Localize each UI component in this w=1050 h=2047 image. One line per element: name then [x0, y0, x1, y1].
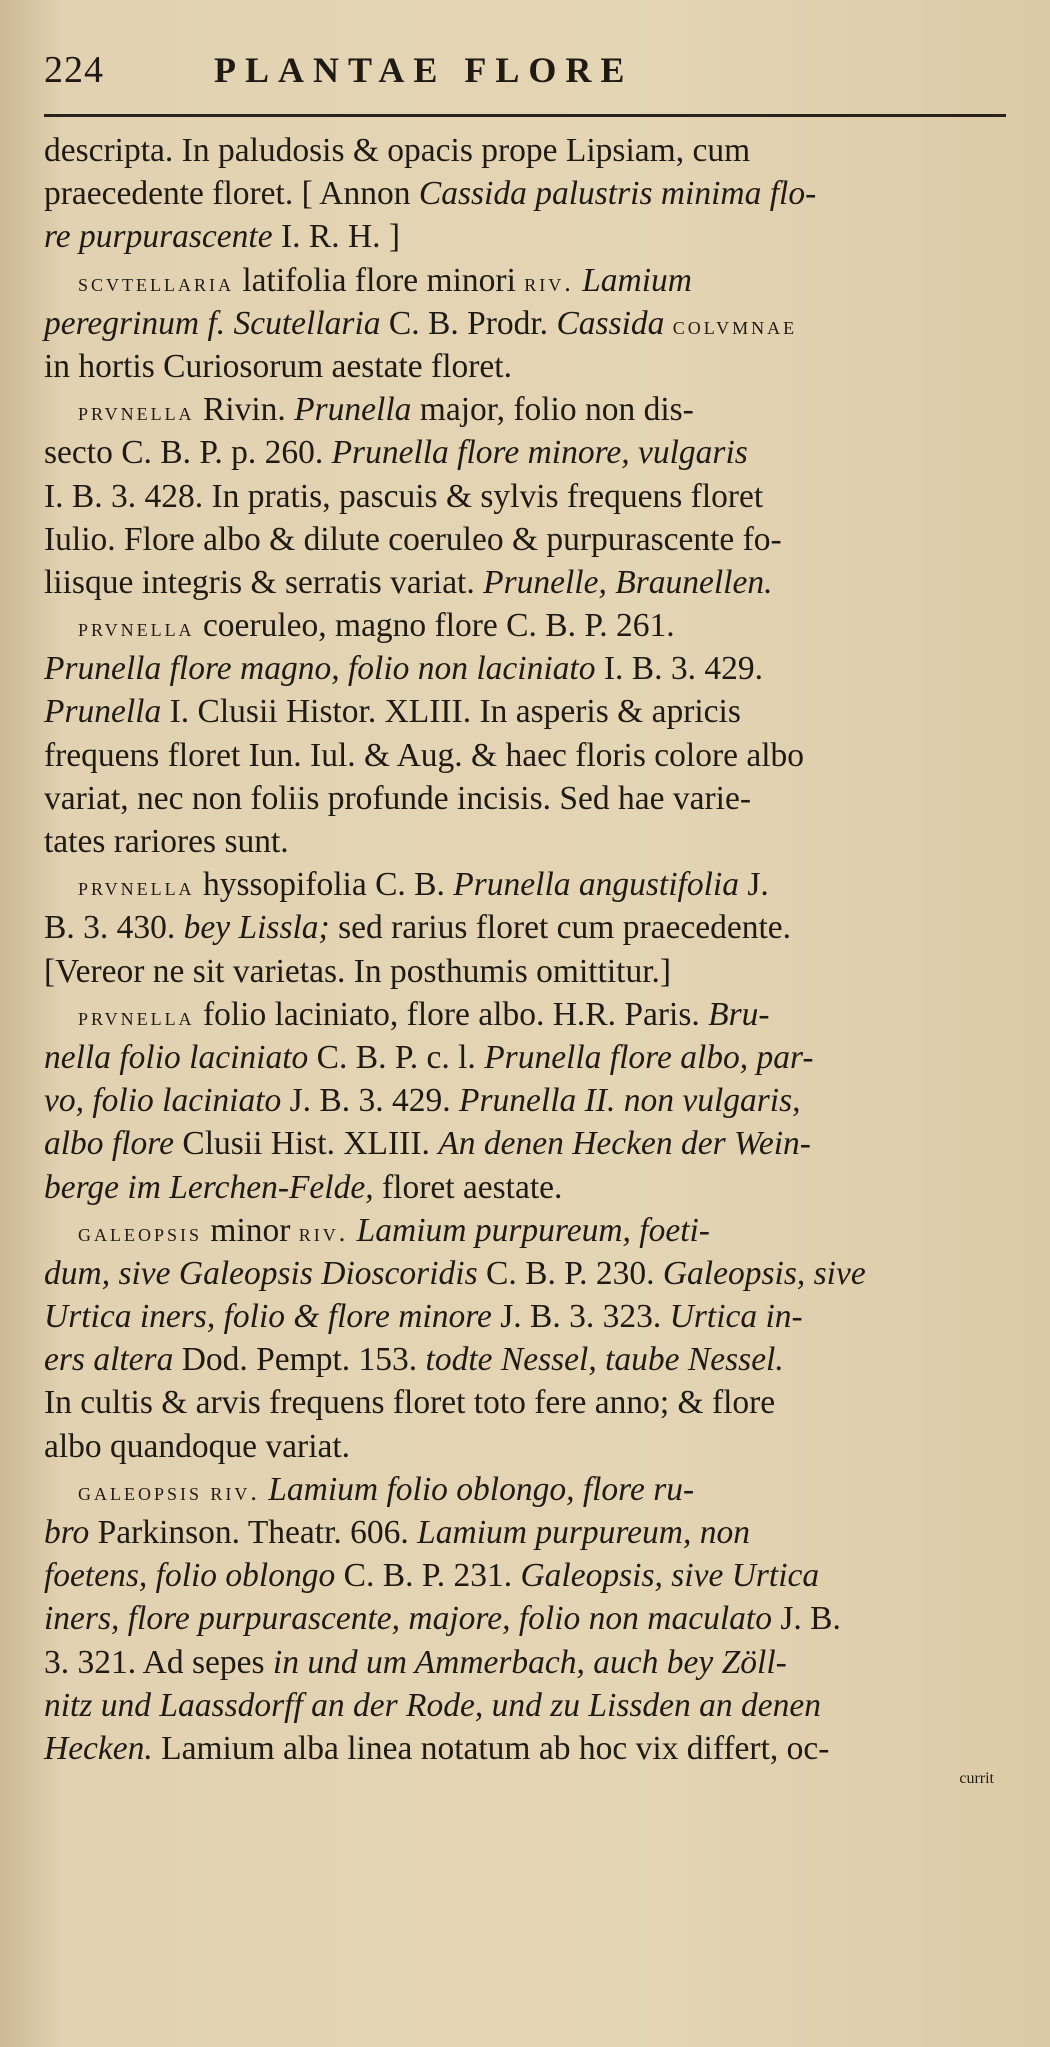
italic-text: berge im Lerchen-Felde, [44, 1168, 374, 1206]
roman-text: descripta. In paludosis & opacis prope Lipsiam, cum [44, 132, 751, 169]
small-caps-text: prvnella [78, 397, 195, 427]
roman-text: variat, nec non foliis profunde incisis. Sed hae varie- [44, 779, 752, 817]
italic-text: Galeopsis, sive Urtica [520, 1557, 820, 1595]
italic-text: Lamium [582, 261, 692, 299]
roman-text: C. B. P. 230. [477, 1254, 663, 1292]
text-line [44, 1122, 1018, 1165]
italic-text: in und um Ammerbach, auch bey Zöll- [272, 1643, 787, 1681]
roman-text: liisque integris & serratis variat. [44, 563, 484, 601]
roman-text [260, 1471, 268, 1508]
roman-text: praecedente floret. [ Annon [44, 175, 419, 213]
italic-text: iners, flore purpurascente, majore, folio non maculato [44, 1600, 772, 1638]
small-caps-text: colvmnae [672, 310, 798, 340]
italic-text: albo flore [44, 1125, 174, 1163]
roman-text: Rivin. [194, 391, 295, 429]
italic-text: nitz und Laassdorff an der Rode, und zu Lissden an denen [44, 1686, 822, 1724]
text-line [44, 906, 1018, 949]
text-line [44, 1166, 1018, 1209]
header-rule [44, 114, 1006, 117]
roman-text: J. B. 3. 429. [281, 1082, 460, 1120]
small-caps-text: galeopsis [78, 1217, 203, 1247]
roman-text: Dod. Pempt. 153. [173, 1341, 426, 1379]
text-line [44, 388, 1018, 431]
italic-text: bey Lissla; [183, 909, 330, 947]
italic-text: Prunella flore albo, par- [484, 1038, 814, 1076]
roman-text: [Vereor ne sit varietas. In posthumis omittitur.] [44, 952, 672, 990]
text-line [44, 1079, 1018, 1122]
text-line [44, 647, 1018, 690]
text-line [44, 1425, 1018, 1468]
italic-text: Hecken. [44, 1729, 153, 1767]
italic-text: Prunella flore magno, folio non laciniato [44, 650, 596, 688]
italic-text: Prunella angustifolia [453, 866, 739, 904]
italic-text: Lamium folio oblongo, flore ru- [268, 1470, 695, 1508]
roman-text: C. B. P. c. l. [308, 1038, 485, 1076]
italic-text: Bru- [708, 995, 770, 1033]
italic-text: foetens, folio oblongo [44, 1557, 336, 1595]
text-line [44, 820, 1018, 863]
text-line [44, 690, 1018, 733]
italic-text: Cassida [556, 304, 665, 342]
text-line [44, 1209, 1018, 1252]
text-line [44, 561, 1018, 604]
small-caps-text: riv. [298, 1217, 349, 1247]
roman-text: latifolia flore minori [234, 261, 525, 299]
text-line [44, 172, 1018, 215]
small-caps-text: riv. [524, 267, 574, 297]
text-line [44, 1295, 1018, 1338]
italic-text: nella folio laciniato [44, 1038, 309, 1076]
roman-text: I. B. 3. 429. [595, 650, 763, 688]
text-line [44, 1036, 1018, 1079]
roman-text: Iulio. Flore albo & dilute coeruleo & purpurascente fo- [44, 520, 782, 558]
text-line [44, 1381, 1018, 1424]
roman-text: in hortis Curiosorum aestate floret. [44, 347, 512, 385]
roman-text: frequens floret Iun. Iul. & Aug. & haec floris colore albo [44, 736, 805, 774]
text-line [44, 950, 1018, 993]
small-caps-text: riv. [210, 1476, 260, 1506]
italic-text: re purpurascente [44, 218, 273, 256]
text-line [44, 604, 1018, 647]
roman-text: 3. 321. Ad sepes [44, 1643, 273, 1681]
text-line [44, 475, 1018, 518]
italic-text: Prunella II. non vulgaris, [459, 1082, 801, 1120]
roman-text: major, folio non dis- [411, 391, 694, 429]
roman-text: Clusii Hist. XLIII. [173, 1125, 439, 1163]
text-line [44, 302, 1018, 345]
roman-text [574, 262, 582, 299]
text-line [44, 129, 1018, 172]
text-line [44, 1727, 1018, 1770]
italic-text: bro [44, 1514, 90, 1551]
page-number: 224 [44, 49, 104, 91]
roman-text: I. B. 3. 428. In pratis, pascuis & sylvis frequens floret [44, 477, 764, 515]
roman-text: secto C. B. P. p. 260. [44, 434, 332, 472]
roman-text: floret aestate. [373, 1168, 563, 1206]
roman-text [348, 1212, 356, 1249]
italic-text: Lamium purpureum, non [417, 1514, 750, 1551]
italic-text: Prunella [44, 693, 162, 731]
text-line [44, 734, 1018, 777]
small-caps-text: galeopsis [78, 1476, 203, 1506]
text-line [44, 1252, 1018, 1295]
text-line [44, 215, 1018, 258]
italic-text: vo, folio laciniato [44, 1082, 282, 1120]
roman-text: albo quandoque variat. [44, 1427, 351, 1465]
italic-text: An denen Hecken der Wein- [438, 1125, 811, 1163]
text-line [44, 1597, 1018, 1640]
roman-text: tates rariores sunt. [44, 823, 289, 860]
roman-text: sed rarius floret cum praecedente. [329, 909, 792, 947]
small-caps-text: prvnella [78, 872, 195, 902]
small-caps-text: prvnella [78, 613, 195, 643]
text-line [44, 431, 1018, 474]
roman-text: J. [738, 866, 769, 904]
text-line [44, 863, 1018, 906]
text-line [44, 1511, 1018, 1554]
text-line [44, 777, 1018, 820]
roman-text: In cultis & arvis frequens floret toto fere anno; & flore [44, 1384, 776, 1422]
italic-text: Galeopsis, sive [662, 1254, 866, 1292]
italic-text: peregrinum f. Scutellaria [44, 304, 381, 342]
text-line [44, 259, 1018, 302]
roman-text: hyssopifolia C. B. [194, 866, 454, 904]
text-line [44, 1641, 1018, 1684]
roman-text: Parkinson. Theatr. 606. [89, 1514, 418, 1551]
italic-text: Lamium purpureum, foeti- [356, 1211, 710, 1249]
roman-text [664, 305, 672, 342]
text-line [44, 1554, 1018, 1597]
page-header [44, 48, 1018, 112]
italic-text: ers altera [44, 1341, 174, 1379]
italic-text: dum, sive Galeopsis Dioscoridis [44, 1254, 478, 1292]
italic-text: Prunelle, Braunellen. [483, 563, 773, 601]
italic-text: Urtica in- [669, 1298, 803, 1336]
roman-text: J. B. [771, 1600, 841, 1638]
roman-text: I. R. H. ] [272, 218, 401, 256]
roman-text: C. B. P. 231. [335, 1557, 521, 1595]
text-line [44, 1684, 1018, 1727]
italic-text: Cassida palustris minima flo- [418, 175, 817, 213]
small-caps-text: scvtellaria [78, 267, 234, 297]
roman-text: minor [202, 1211, 299, 1249]
catchword-text: currit [959, 1770, 994, 1788]
running-head: PLANTAE FLORE [214, 50, 634, 90]
italic-text: todte Nessel, taube Nessel. [425, 1341, 784, 1379]
body-text [44, 129, 1018, 1770]
text-line [44, 1338, 1018, 1381]
small-caps-text: prvnella [78, 1001, 195, 1031]
roman-text: I. Clusii Histor. XLIII. In asperis & apricis [161, 693, 741, 731]
text-line [44, 345, 1018, 388]
italic-text: Prunella flore minore, vulgaris [331, 434, 748, 472]
roman-text: J. B. 3. 323. [491, 1298, 670, 1336]
italic-text: Urtica iners, folio & flore minore [44, 1298, 492, 1336]
text-line [44, 518, 1018, 561]
text-line [44, 993, 1018, 1036]
roman-text: folio laciniato, flore albo. H.R. Paris. [194, 995, 709, 1033]
catchword [44, 1770, 1018, 1813]
italic-text: Prunella [294, 391, 412, 429]
roman-text: Lamium alba linea notatum ab hoc vix differt, oc- [152, 1729, 830, 1767]
roman-text: C. B. Prodr. [380, 304, 557, 342]
roman-text: coeruleo, magno flore C. B. P. 261. [194, 607, 675, 645]
roman-text: B. 3. 430. [44, 909, 184, 947]
text-line [44, 1468, 1018, 1511]
